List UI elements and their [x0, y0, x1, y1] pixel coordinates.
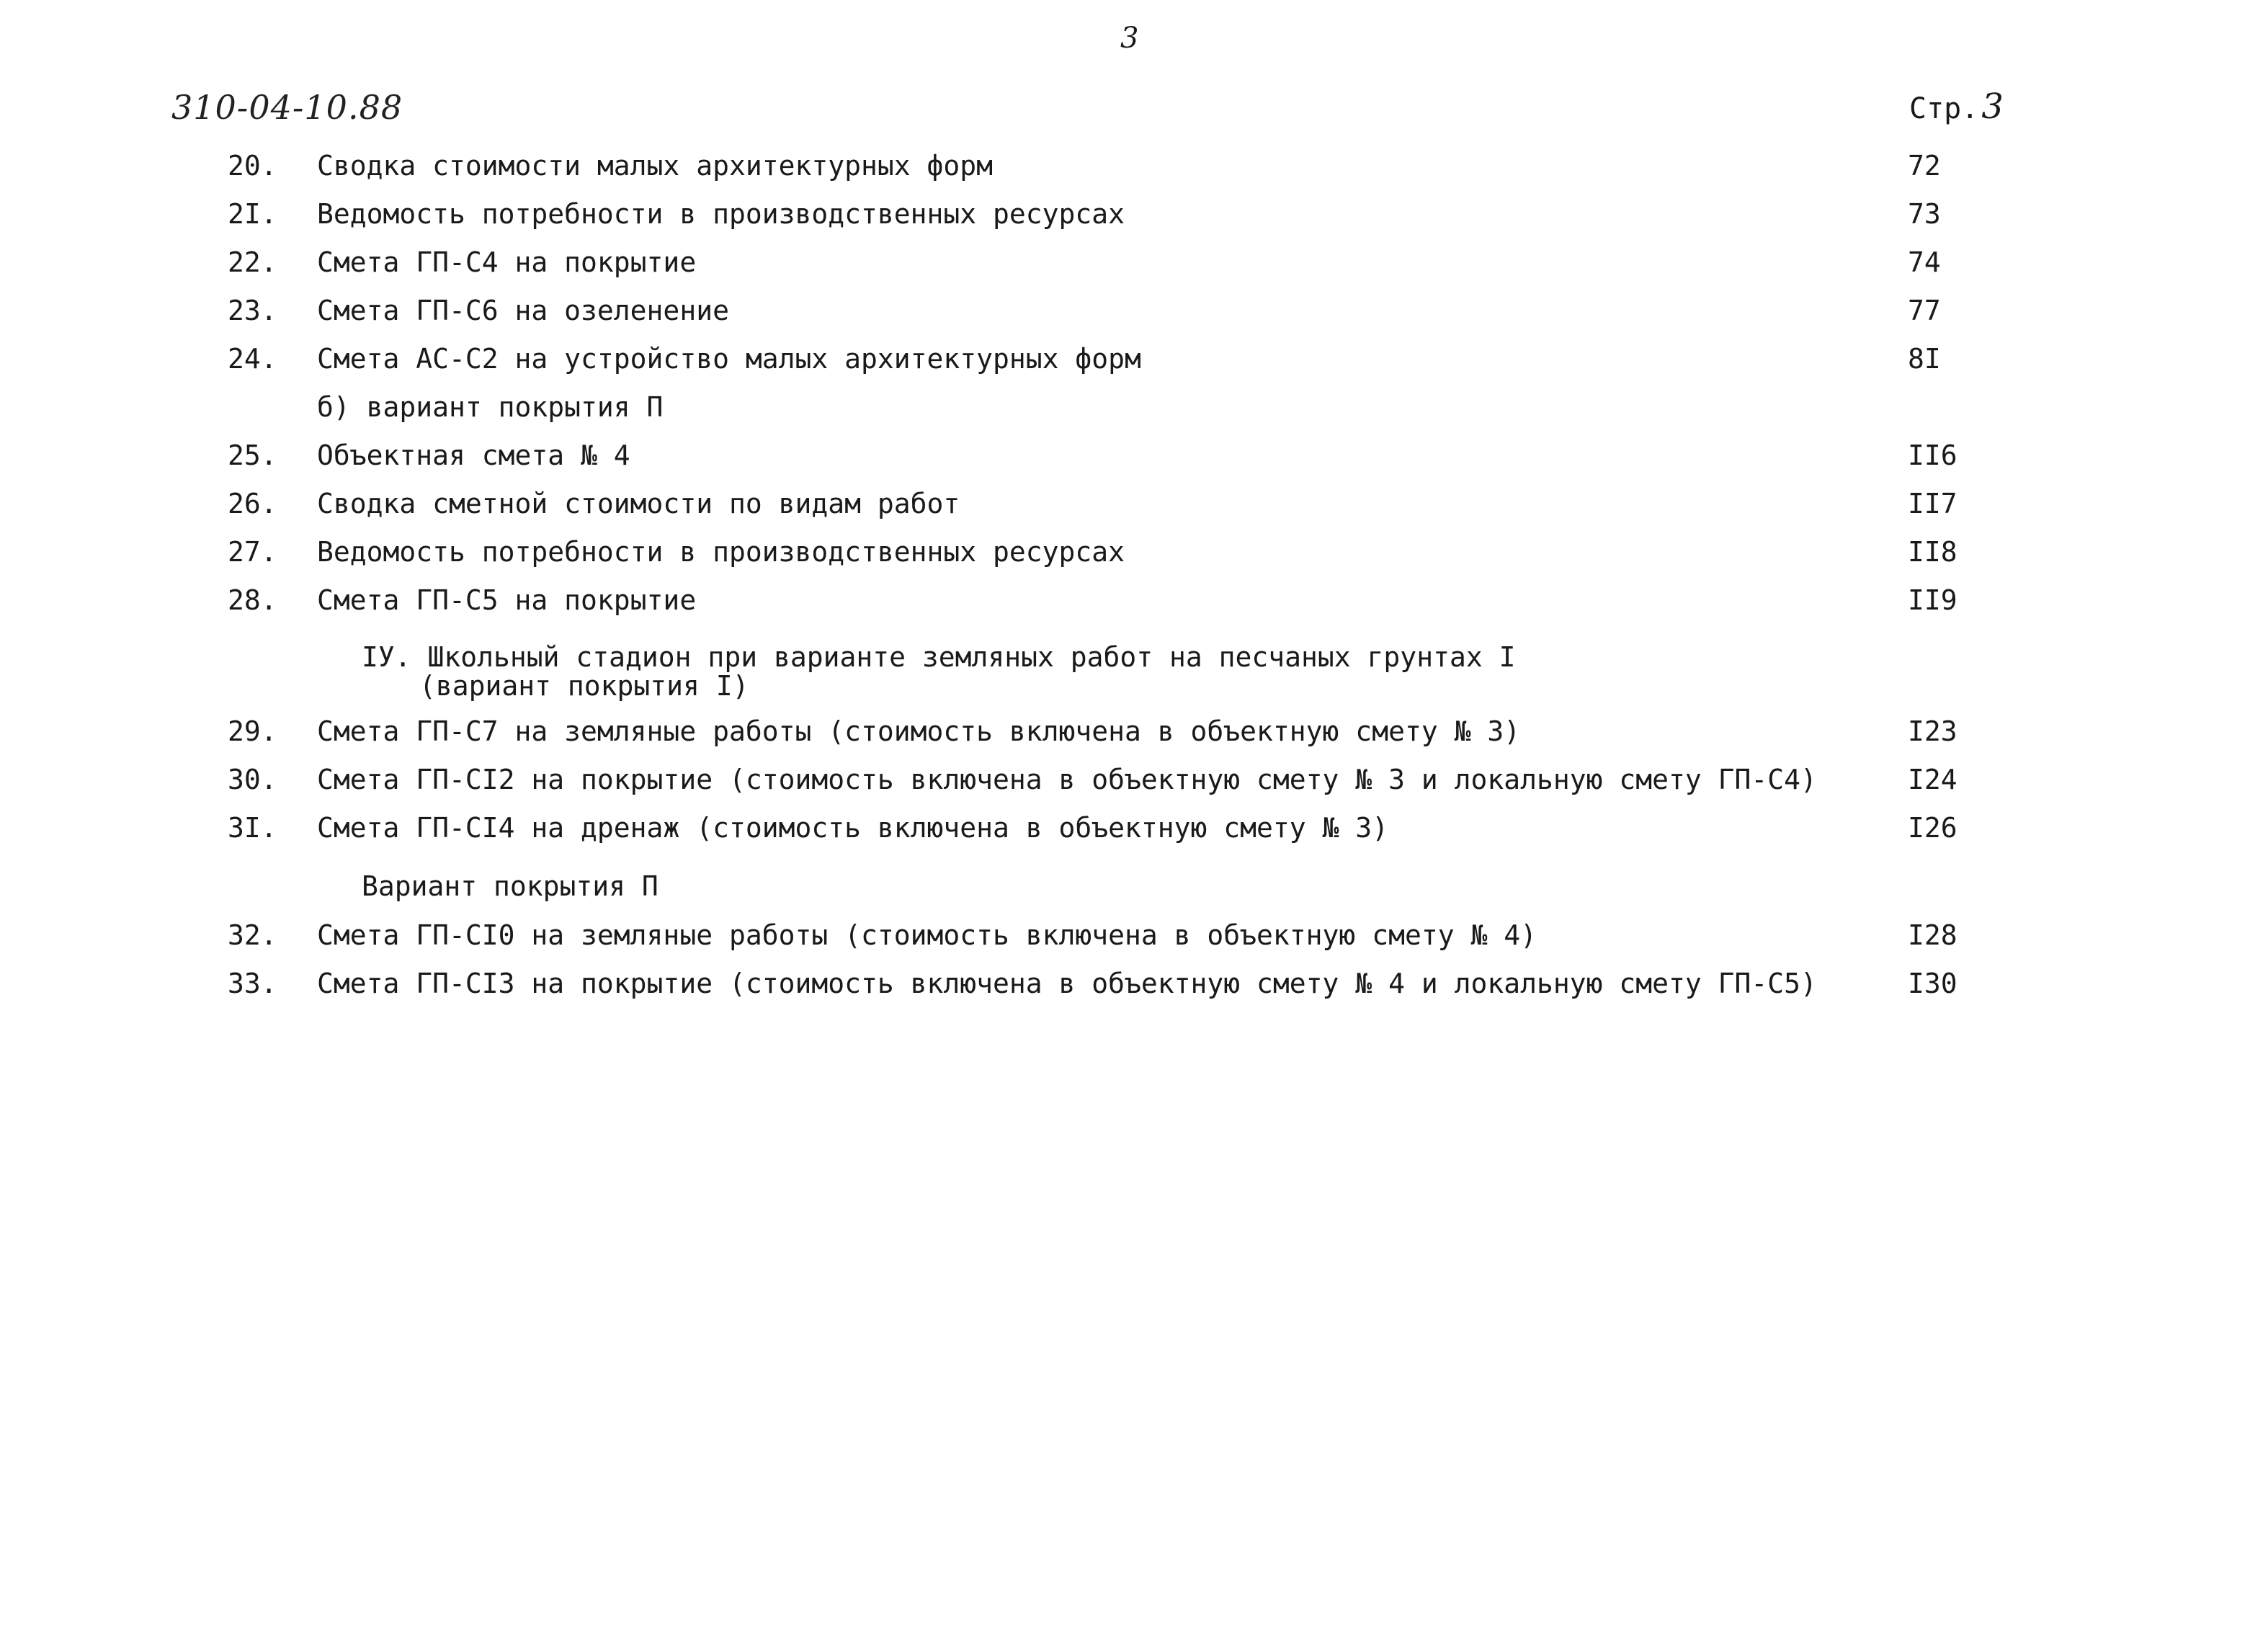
entry-title: Сводка стоимости малых архитектурных форм: [317, 150, 993, 182]
entry-title: Ведомость потребности в производственных ресурсах: [317, 198, 1125, 230]
entry-title: Смета ГП-С4 на покрытие: [317, 246, 697, 278]
entry-number: 24.: [228, 343, 277, 375]
entry-page: II8: [1908, 536, 1957, 568]
entry-number: 33.: [228, 968, 277, 999]
subsection-heading: [0, 865, 2268, 908]
entry-title: Смета ГП-СI2 на покрытие (стоимость включена в объектную смету № 3 и локальную смету ГП-С4): [317, 764, 1817, 795]
entry-number: 26.: [228, 488, 277, 519]
page-label-prefix: Стр.: [1909, 92, 1979, 125]
entry-title: Сводка сметной стоимости по видам работ: [317, 488, 960, 519]
section-heading-line2: (вариант покрытия I): [419, 670, 749, 702]
subsection-title: Вариант покрытия П: [362, 870, 658, 902]
entry-title: Смета ГП-С6 на озеленение: [317, 295, 729, 326]
entry-page: II7: [1908, 488, 1957, 519]
entry-page: 72: [1908, 150, 1941, 182]
entry-page: I30: [1908, 968, 1957, 999]
entry-number: 3I.: [228, 812, 277, 844]
toc-entry: [0, 337, 2268, 380]
entry-number: 29.: [228, 715, 277, 747]
toc-entry: [0, 144, 2268, 187]
subsection-title: б) вариант покрытия П: [317, 391, 664, 423]
toc-entry: [0, 289, 2268, 332]
entry-title: Смета ГП-С5 на покрытие: [317, 584, 697, 616]
entry-number: 20.: [228, 150, 277, 182]
entry-title: Смета ГП-СI3 на покрытие (стоимость включена в объектную смету № 4 и локальную смету ГП-С5): [317, 968, 1817, 999]
subsection-heading: [0, 385, 2268, 429]
page-number-top: 3: [1120, 22, 1139, 55]
toc-entry: [0, 758, 2268, 801]
entry-page: 8I: [1908, 343, 1941, 375]
entry-title: Смета ГП-СI0 на земляные работы (стоимость включена в объектную смету № 4): [317, 919, 1537, 951]
toc-entry: [0, 579, 2268, 622]
entry-page: 74: [1908, 246, 1941, 278]
toc-entry: [0, 434, 2268, 477]
entry-title: Объектная смета № 4: [317, 439, 630, 471]
toc-entry: [0, 530, 2268, 574]
entry-title: Смета ГП-С7 на земляные работы (стоимость включена в объектную смету № 3): [317, 715, 1521, 747]
toc-entry: [0, 806, 2268, 849]
entry-page: I23: [1908, 715, 1957, 747]
toc-entry: [0, 192, 2268, 236]
entry-number: 28.: [228, 584, 277, 616]
entry-title: Смета АС-С2 на устройство малых архитектурных форм: [317, 343, 1141, 375]
entry-page: I28: [1908, 919, 1957, 951]
entry-page: I26: [1908, 812, 1957, 844]
entry-number: 23.: [228, 295, 277, 326]
toc-entry: [0, 962, 2268, 1005]
entry-number: 27.: [228, 536, 277, 568]
entry-page: 77: [1908, 295, 1941, 326]
page-label-number: 3: [1981, 86, 2004, 127]
entry-page: 73: [1908, 198, 1941, 230]
page-label: [1909, 86, 2004, 127]
section-heading: [362, 643, 1515, 700]
section-heading-line1: IУ. Школьный стадион при варианте земляных работ на песчаных грунтах I: [362, 641, 1516, 673]
entry-number: 30.: [228, 764, 277, 795]
toc-entry: [0, 710, 2268, 753]
document-code: 310-04-10.88: [171, 88, 403, 127]
entry-page: II9: [1908, 584, 1957, 616]
toc-entry: [0, 241, 2268, 284]
entry-title: Ведомость потребности в производственных ресурсах: [317, 536, 1125, 568]
entry-page: II6: [1908, 439, 1957, 471]
entry-number: 32.: [228, 919, 277, 951]
entry-title: Смета ГП-СI4 на дренаж (стоимость включена в объектную смету № 3): [317, 812, 1389, 844]
entry-number: 25.: [228, 439, 277, 471]
toc-entry: [0, 482, 2268, 525]
toc-entry: [0, 914, 2268, 957]
entry-number: 22.: [228, 246, 277, 278]
entry-page: I24: [1908, 764, 1957, 795]
entry-number: 2I.: [228, 198, 277, 230]
